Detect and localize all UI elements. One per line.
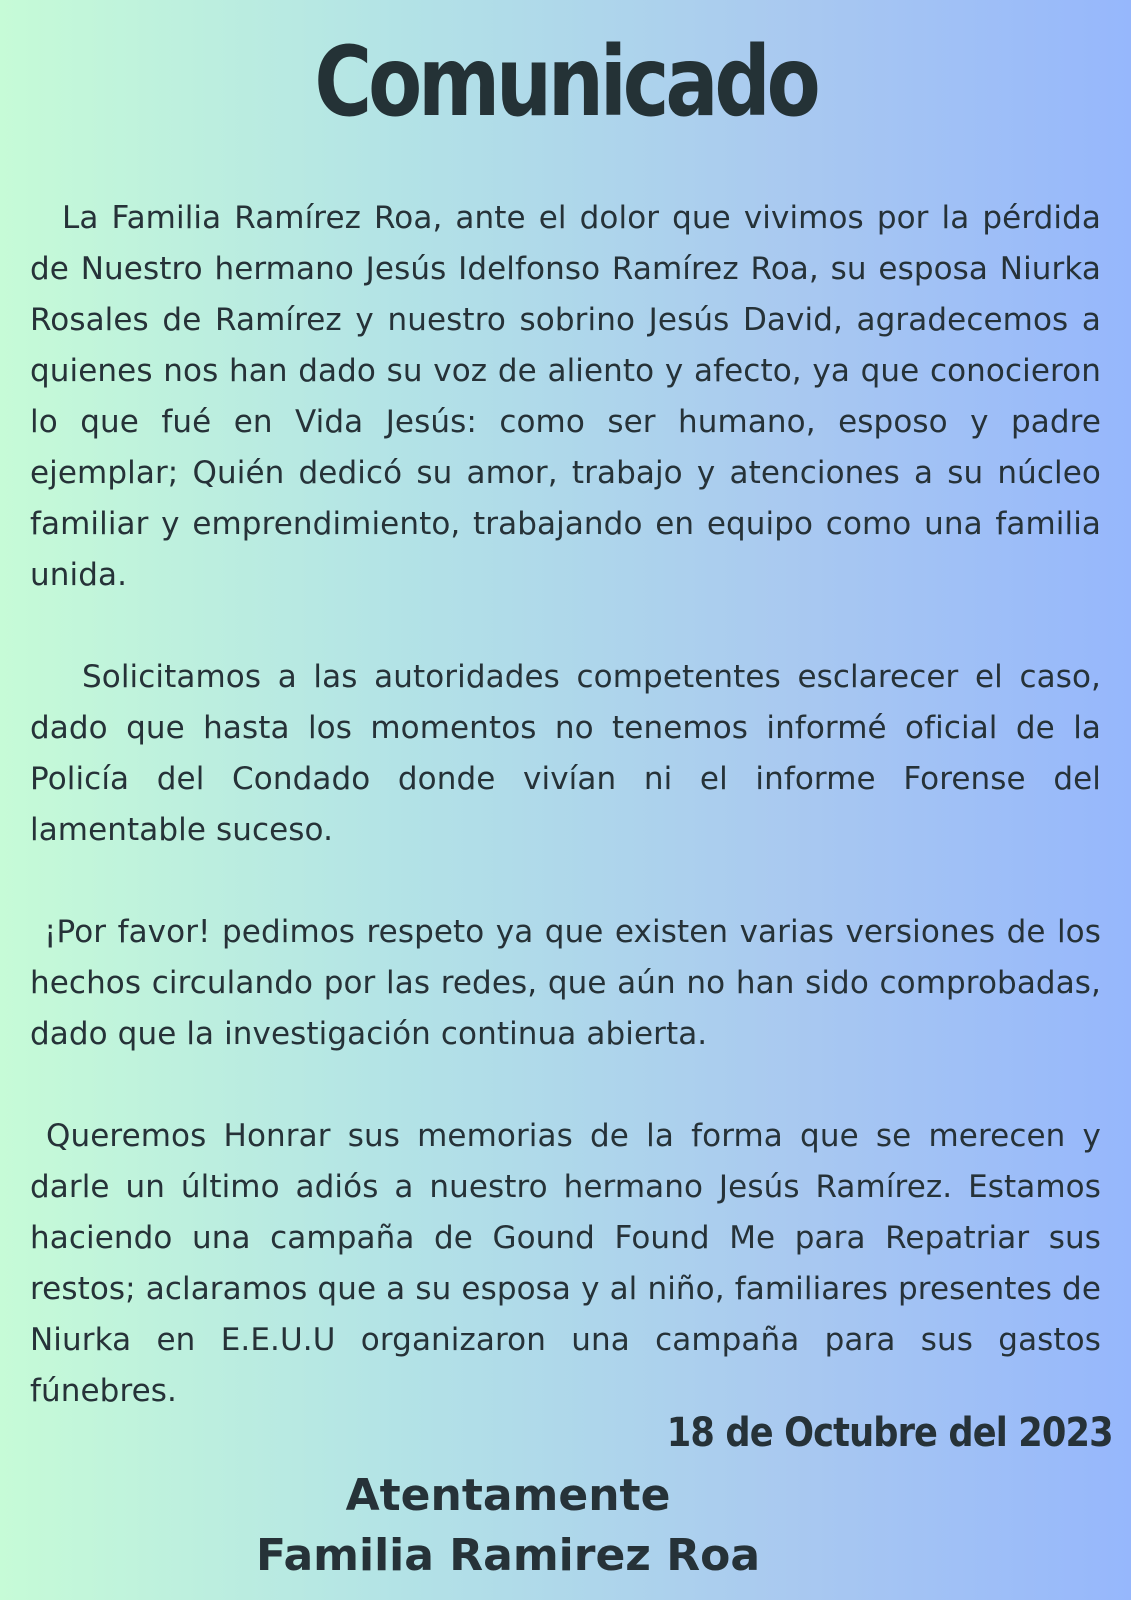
paragraph-gratitude: La Familia Ramírez Roa, ante el dolor que vivimos por la pérdida de Nuestro hermano Jesús Idelfonso Ramírez Roa, su esposa Niurka Rosales de Ramírez y nuestro sobrino Jesús David, agradecemos a quienes nos han dado su voz de aliento y afecto, ya que conocieron lo que fué en Vida Jesús: como ser humano, esposo y padre ejemplar; Quién dedicó su amor, trabajo y atenciones a su núcleo familiar y emprendimiento, trabajando en equipo como una familia unida. — [30, 200, 1101, 593]
closing-salutation: Atentamente — [345, 1470, 671, 1521]
paragraph-campaign: Queremos Honrar sus memorias de la forma que se merecen y darle un último adiós a nuestro hermano Jesús Ramírez. Estamos haciendo una campaña de Gound Found Me para Repatriar sus restos; aclaramos que a su esposa y al niño, familiares presentes de Niurka en E.E.U.U organizaron una campaña para sus gastos fúnebres. — [30, 1118, 1101, 1409]
paragraph-request-authorities: Solicitamos a las autoridades competentes esclarecer el caso, dado que hasta los momentos no tenemos informé oficial de la Policía del Condado donde vivían ni el informe Forense del lamentable suceso. — [30, 659, 1101, 848]
closing-signature: Familia Ramirez Roa — [255, 1530, 761, 1581]
communique-body — [30, 193, 1101, 1417]
page-title: Comunicado — [314, 26, 817, 138]
communique-date: 18 de Octubre del 2023 — [667, 1410, 1113, 1456]
paragraph-request-respect: ¡Por favor! pedimos respeto ya que existen varias versiones de los hechos circulando por las redes, que aún no han sido comprobadas, dado que la investigación continua abierta. — [30, 914, 1101, 1052]
